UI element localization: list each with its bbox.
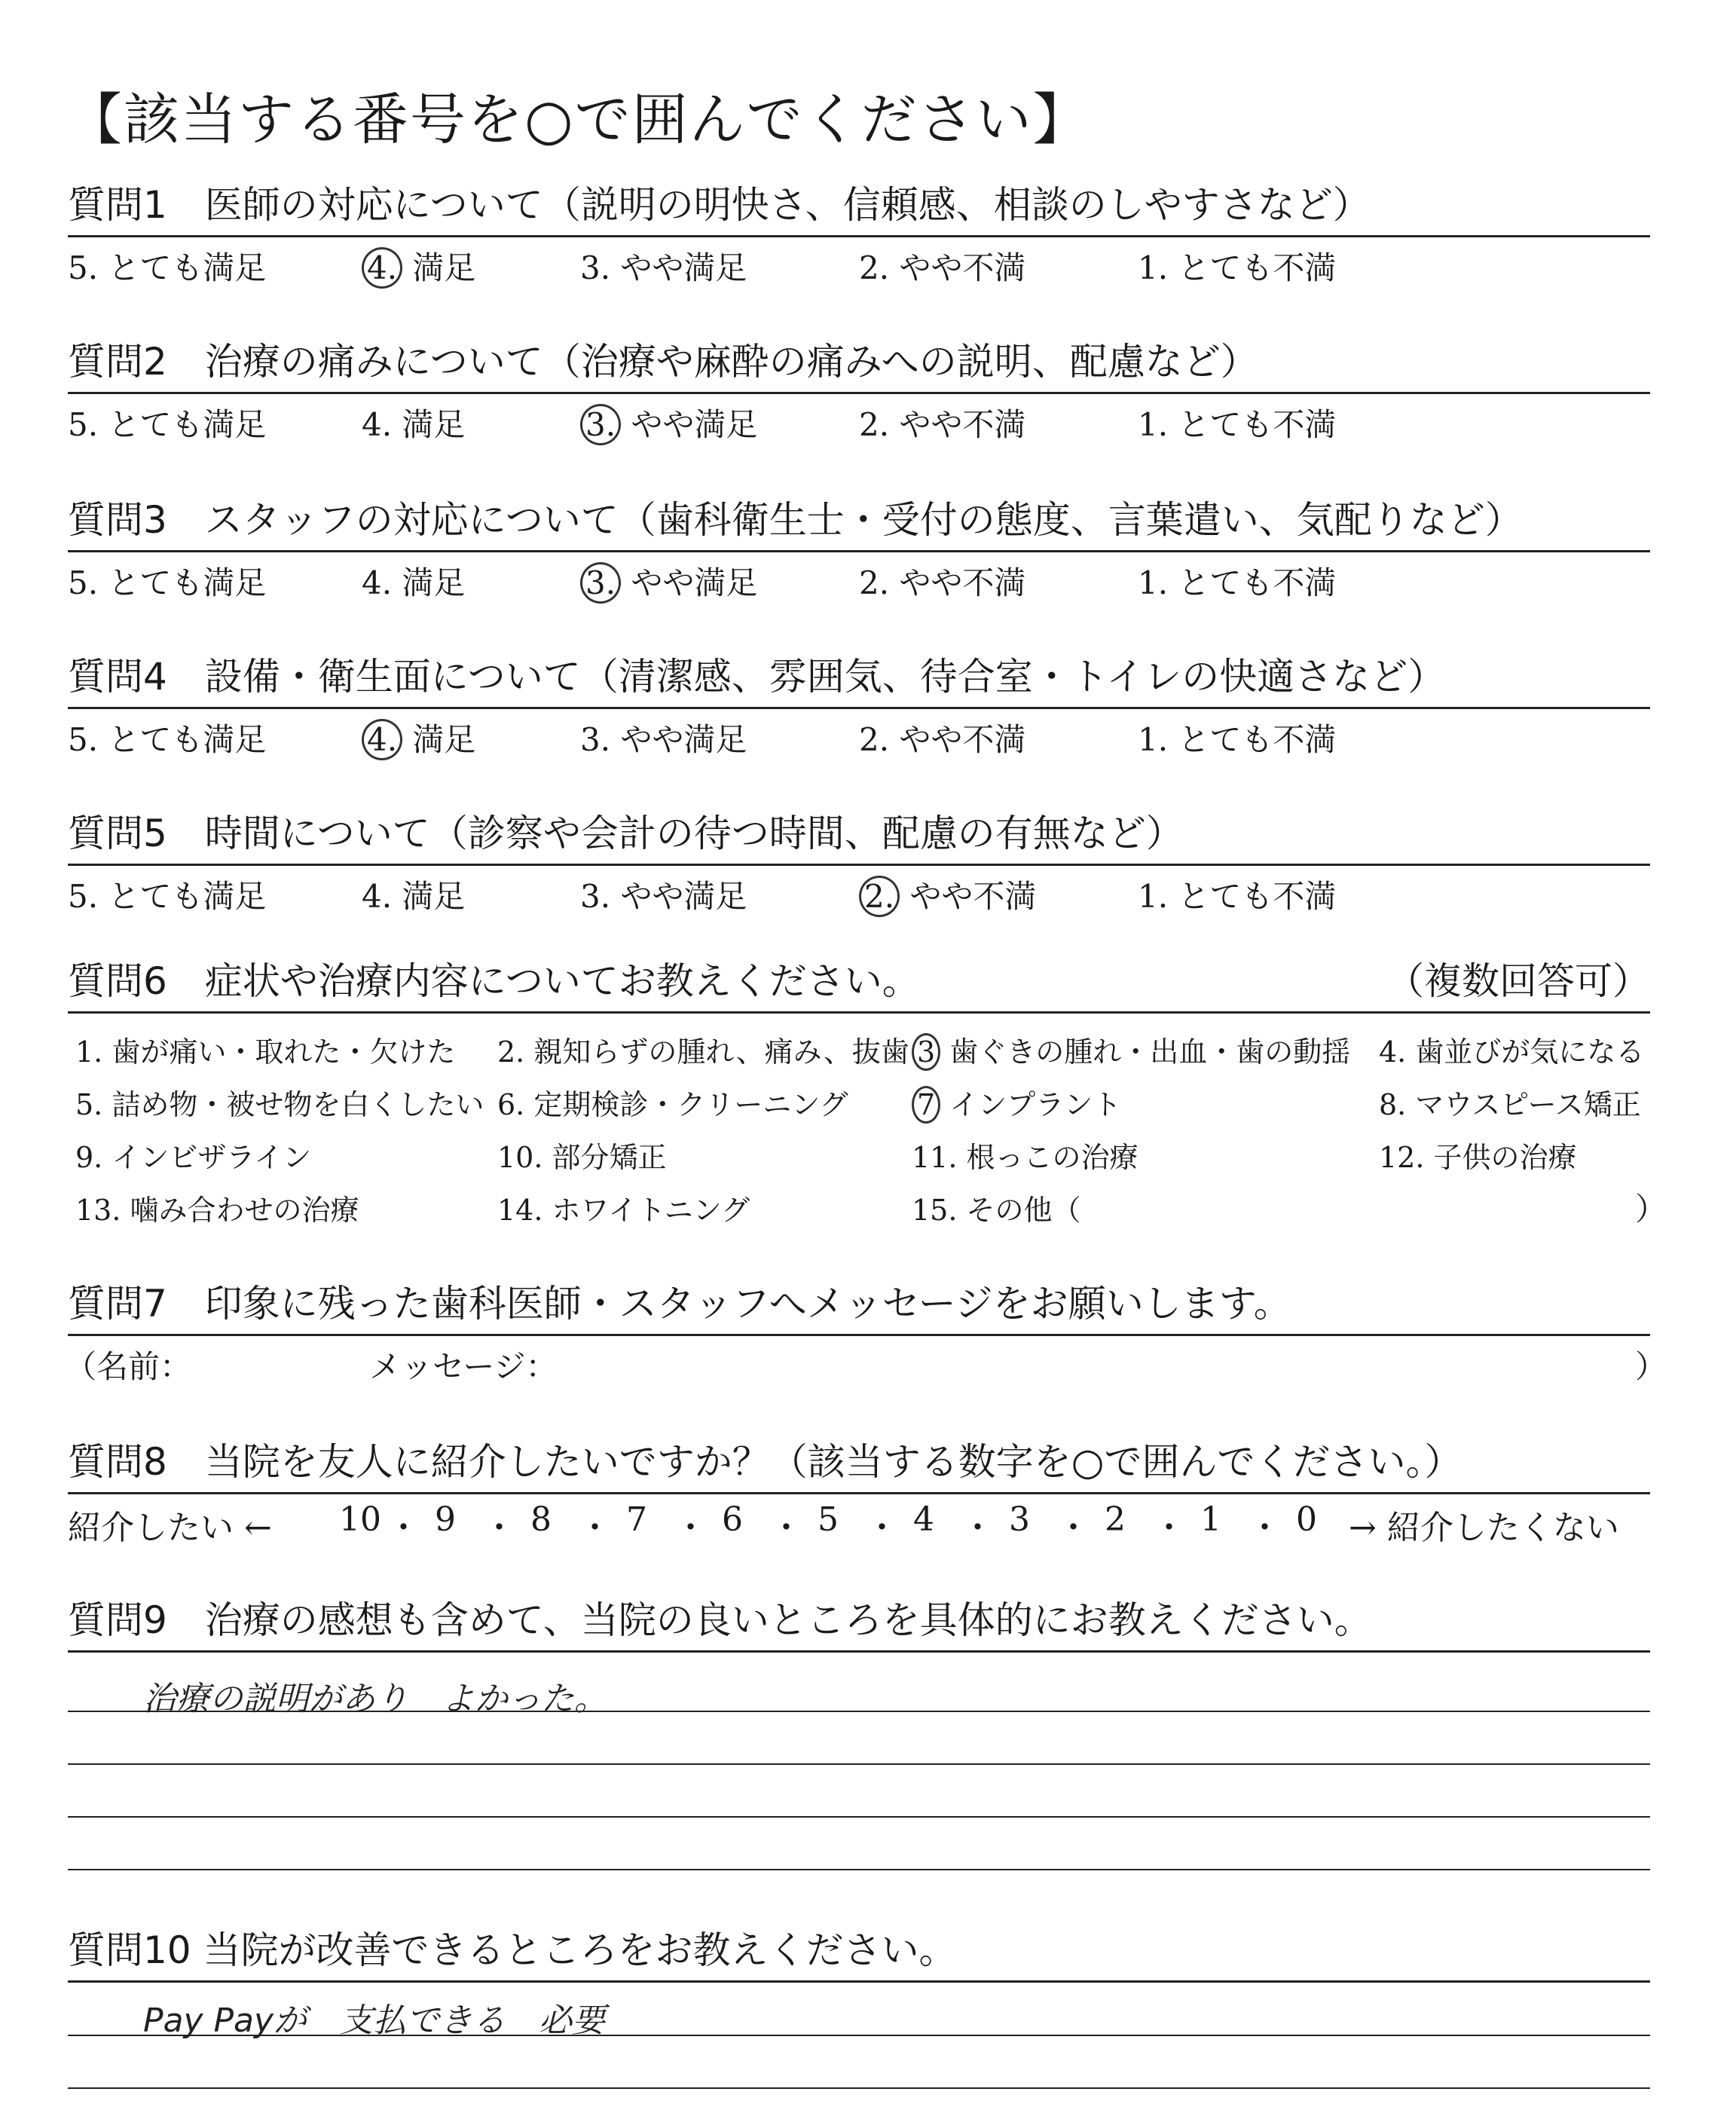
question-6 xyxy=(68,951,1650,1247)
message-label: メッセージ： xyxy=(369,1348,558,1385)
rating-option-3-selected[interactable] xyxy=(580,558,757,604)
option-number: 9. xyxy=(75,1141,103,1174)
question-3 xyxy=(68,490,1650,613)
symptom-option[interactable] xyxy=(75,1187,359,1228)
scale-separator: ・ xyxy=(1248,1509,1282,1547)
rating-option-4[interactable] xyxy=(362,872,465,917)
scale-number[interactable]: 9 xyxy=(435,1500,456,1539)
rating-option-5[interactable] xyxy=(68,872,266,917)
option-label: 満足 xyxy=(392,878,466,915)
question-10-handwritten-answer: Pay Payが 支払できる 必要 xyxy=(143,2001,606,2040)
option-label: やや不満 xyxy=(900,878,1037,915)
rating-options xyxy=(68,394,1650,454)
option-label: 満足 xyxy=(392,564,466,601)
option-label: とても満足 xyxy=(98,249,267,286)
rating-options xyxy=(68,709,1650,769)
recommend-scale xyxy=(68,1494,1650,1547)
rating-option-2[interactable] xyxy=(859,243,1025,289)
option-label: やや満足 xyxy=(621,564,758,601)
option-number: 4. xyxy=(362,564,393,601)
message-row xyxy=(65,1336,1667,1389)
option-number: 2. xyxy=(859,876,900,917)
option-number: 2. xyxy=(859,406,890,443)
question-7-title: 質問7 印象に残った歯科医師・スタッフへメッセージをお願いします。 xyxy=(68,1274,1650,1336)
option-label: とても満足 xyxy=(98,564,267,601)
question-6-title xyxy=(68,951,1650,1014)
symptom-option[interactable] xyxy=(75,1081,484,1123)
option-number: 3. xyxy=(580,878,611,915)
question-3-title: 質問3 スタッフの対応について（歯科衛生士・受付の態度、言葉遣い、気配りなど） xyxy=(68,490,1650,552)
symptom-option[interactable] xyxy=(912,1134,1138,1176)
option-label: とても不満 xyxy=(1168,721,1337,758)
option-number: 4. xyxy=(362,247,402,289)
symptom-option[interactable] xyxy=(497,1029,909,1070)
option-label: 満足 xyxy=(402,249,476,286)
option-label: マウスピース矯正 xyxy=(1415,1088,1641,1121)
option-number: 5. xyxy=(68,721,99,758)
option-label: やや不満 xyxy=(889,406,1026,443)
symptom-option[interactable] xyxy=(497,1081,848,1123)
option-number: 6. xyxy=(497,1088,525,1121)
rating-option-3[interactable] xyxy=(580,872,747,917)
rating-option-5[interactable] xyxy=(68,558,266,604)
symptom-options xyxy=(68,1021,1650,1247)
option-number: 5. xyxy=(68,878,99,915)
scale-separator: ・ xyxy=(578,1509,612,1547)
rating-options xyxy=(68,237,1650,298)
question-1 xyxy=(68,175,1650,298)
rating-option-3-selected[interactable] xyxy=(580,400,757,445)
rating-option-2[interactable] xyxy=(859,558,1025,604)
option-label: 噛み合わせの治療 xyxy=(130,1194,359,1227)
option-number: 1. xyxy=(1138,406,1169,443)
option-label: 満足 xyxy=(402,721,476,758)
option-number: 3. xyxy=(580,721,611,758)
option-number: 13. xyxy=(75,1194,121,1227)
multiple-answers-note: （複数回答可） xyxy=(1386,959,1650,1003)
option-number: 5. xyxy=(75,1088,103,1121)
option-number: 1. xyxy=(1138,564,1169,601)
option-number: 2. xyxy=(859,721,890,758)
rating-option-1[interactable] xyxy=(1138,243,1336,289)
option-label: 歯が痛い・取れた・欠けた xyxy=(112,1035,456,1069)
symptom-option[interactable] xyxy=(912,1187,1081,1228)
option-number: 5. xyxy=(68,249,99,286)
scale-number[interactable]: 4 xyxy=(913,1500,934,1539)
option-number: 1. xyxy=(75,1035,103,1069)
option-label: 歯並びが気になる xyxy=(1415,1035,1645,1069)
scale-number[interactable]: 8 xyxy=(530,1500,552,1539)
answer-line xyxy=(68,2035,1650,2036)
option-label: とても不満 xyxy=(1168,878,1337,915)
option-label: ホワイトニング xyxy=(552,1194,750,1227)
symptom-option[interactable] xyxy=(497,1134,667,1176)
option-number: 3. xyxy=(580,562,621,604)
scale-separator: ・ xyxy=(961,1509,995,1547)
option-number: 4. xyxy=(1379,1035,1407,1069)
question-2-title: 質問2 治療の痛みについて（治療や麻酔の痛みへの説明、配慮など） xyxy=(68,332,1650,394)
scale-number[interactable]: 10 xyxy=(339,1500,381,1539)
rating-option-3[interactable] xyxy=(580,243,747,289)
question-10-title: 質問10 当院が改善できるところをお教えください。 xyxy=(68,1920,1650,1983)
question-1-title: 質問1 医師の対応について（説明の明快さ、信頼感、相談のしやすさなど） xyxy=(68,175,1650,237)
scale-number[interactable]: 1 xyxy=(1200,1500,1221,1539)
option-number: 1. xyxy=(1138,721,1169,758)
option-label: やや不満 xyxy=(889,249,1026,286)
rating-option-3[interactable] xyxy=(580,715,747,760)
rating-option-2[interactable] xyxy=(859,400,1025,445)
rating-option-1[interactable] xyxy=(1138,872,1336,917)
option-number: 11. xyxy=(912,1141,958,1174)
option-label: 子供の治療 xyxy=(1433,1141,1577,1174)
question-9-title: 質問9 治療の感想も含めて、当院の良いところを具体的にお教えください。 xyxy=(68,1590,1650,1653)
scale-separator: ・ xyxy=(1152,1509,1186,1547)
scale-separator: ・ xyxy=(769,1509,803,1547)
option-label: インプラント xyxy=(949,1088,1122,1121)
question-10 xyxy=(68,1920,1650,1983)
question-5-title: 質問5 時間について（診察や会計の待つ時間、配慮の有無など） xyxy=(68,803,1650,866)
scale-separator: ・ xyxy=(865,1509,899,1547)
option-label: やや不満 xyxy=(889,564,1026,601)
rating-option-1[interactable] xyxy=(1138,400,1336,445)
option-number: 1. xyxy=(1138,249,1169,286)
question-4-title: 質問4 設備・衛生面について（清潔感、雰囲気、待合室・トイレの快適さなど） xyxy=(68,647,1650,709)
other-close-paren: ） xyxy=(1635,1191,1667,1228)
answer-line xyxy=(68,1763,1650,1765)
option-label: とても満足 xyxy=(98,721,267,758)
option-number: 5. xyxy=(68,406,99,443)
page-title: 【該当する番号を○で囲んでください】 xyxy=(66,87,1090,152)
recommend-right-label: → 紹介したくない xyxy=(1349,1509,1619,1547)
answer-line xyxy=(68,2087,1650,2089)
option-number: 15. xyxy=(912,1194,958,1227)
rating-option-1[interactable] xyxy=(1138,715,1336,760)
option-number: 3. xyxy=(580,249,611,286)
scale-number[interactable]: 3 xyxy=(1009,1500,1030,1539)
option-number: 4. xyxy=(362,878,393,915)
question-9 xyxy=(68,1590,1650,1653)
option-label: とても不満 xyxy=(1168,564,1337,601)
option-label: とても不満 xyxy=(1168,249,1337,286)
option-label: やや満足 xyxy=(610,878,747,915)
option-label: インビザライン xyxy=(112,1141,312,1174)
symptom-option[interactable] xyxy=(1379,1029,1644,1070)
option-label: 満足 xyxy=(392,406,466,443)
answer-line xyxy=(68,1869,1650,1870)
option-label: とても不満 xyxy=(1168,406,1337,443)
rating-options xyxy=(68,866,1650,926)
answer-line xyxy=(68,1816,1650,1818)
rating-option-4[interactable] xyxy=(362,558,465,604)
option-number: 4. xyxy=(362,719,402,760)
question-2 xyxy=(68,332,1650,454)
scale-number[interactable]: 2 xyxy=(1105,1500,1126,1539)
option-label: とても満足 xyxy=(98,406,267,443)
option-label: やや不満 xyxy=(889,721,1026,758)
option-number: 3. xyxy=(580,404,621,445)
option-label: 部分矯正 xyxy=(552,1141,667,1174)
option-number: 3 xyxy=(912,1033,940,1071)
recommend-left-label: 紹介したい ← xyxy=(68,1509,272,1547)
option-number: 2. xyxy=(859,564,890,601)
rating-option-5[interactable] xyxy=(68,400,266,445)
scale-number[interactable]: 5 xyxy=(818,1500,839,1539)
option-label: 歯ぐきの腫れ・出血・歯の動揺 xyxy=(949,1035,1351,1069)
option-number: 2. xyxy=(497,1035,525,1069)
option-label: とても満足 xyxy=(98,878,267,915)
scale-number[interactable]: 0 xyxy=(1296,1500,1317,1539)
rating-option-2-selected[interactable] xyxy=(859,872,1036,917)
question-8 xyxy=(68,1432,1650,1547)
question-5 xyxy=(68,803,1650,926)
question-9-handwritten-answer: 治療の説明があり よかった。 xyxy=(143,1680,607,1718)
scale-separator: ・ xyxy=(674,1509,708,1547)
rating-option-4[interactable] xyxy=(362,400,465,445)
option-label: 根っこの治療 xyxy=(966,1141,1138,1174)
symptom-option-selected[interactable] xyxy=(912,1081,1121,1123)
option-number: 14. xyxy=(497,1194,543,1227)
symptom-option[interactable] xyxy=(1379,1081,1641,1123)
option-number: 7 xyxy=(912,1086,940,1124)
option-number: 5. xyxy=(68,564,99,601)
symptom-option[interactable] xyxy=(1379,1134,1577,1176)
rating-option-4-selected[interactable] xyxy=(362,243,475,289)
scale-separator: ・ xyxy=(387,1509,420,1547)
option-number: 12. xyxy=(1379,1141,1425,1174)
question-7 xyxy=(65,1274,1667,1389)
name-label: （名前： xyxy=(65,1348,192,1385)
symptom-option[interactable] xyxy=(75,1134,311,1176)
question-4 xyxy=(68,647,1650,769)
rating-option-4-selected[interactable] xyxy=(362,715,475,760)
scale-number[interactable]: 6 xyxy=(722,1500,743,1539)
rating-option-5[interactable] xyxy=(68,243,266,289)
message-close-paren: ） xyxy=(1635,1348,1667,1385)
option-label: やや満足 xyxy=(610,721,747,758)
option-label: やや満足 xyxy=(621,406,758,443)
option-label: 親知らずの腫れ、痛み、抜歯 xyxy=(533,1035,909,1069)
option-number: 8. xyxy=(1379,1088,1407,1121)
rating-option-2[interactable] xyxy=(859,715,1025,760)
scale-separator: ・ xyxy=(482,1509,516,1547)
option-number: 2. xyxy=(859,249,890,286)
symptom-option[interactable] xyxy=(497,1187,750,1228)
symptom-option-selected[interactable] xyxy=(912,1029,1350,1070)
option-number: 4. xyxy=(362,406,393,443)
scale-number[interactable]: 7 xyxy=(626,1500,647,1539)
rating-option-5[interactable] xyxy=(68,715,266,760)
option-number: 1. xyxy=(1138,878,1169,915)
option-label: 詰め物・被せ物を白くしたい xyxy=(112,1088,484,1121)
question-8-title: 質問8 当院を友人に紹介したいですか？（該当する数字を○で囲んでください。） xyxy=(68,1432,1650,1494)
symptom-option[interactable] xyxy=(75,1029,455,1070)
rating-option-1[interactable] xyxy=(1138,558,1336,604)
answer-line xyxy=(68,1711,1650,1712)
option-label: やや満足 xyxy=(610,249,747,286)
question-6-title-text: 質問6 症状や治療内容についてお教えください。 xyxy=(68,959,920,1003)
option-label: 定期検診・クリーニング xyxy=(533,1088,848,1121)
rating-options xyxy=(68,552,1650,613)
option-number: 10. xyxy=(497,1141,543,1174)
scale-separator: ・ xyxy=(1056,1509,1090,1547)
option-label: その他（ xyxy=(966,1194,1081,1227)
